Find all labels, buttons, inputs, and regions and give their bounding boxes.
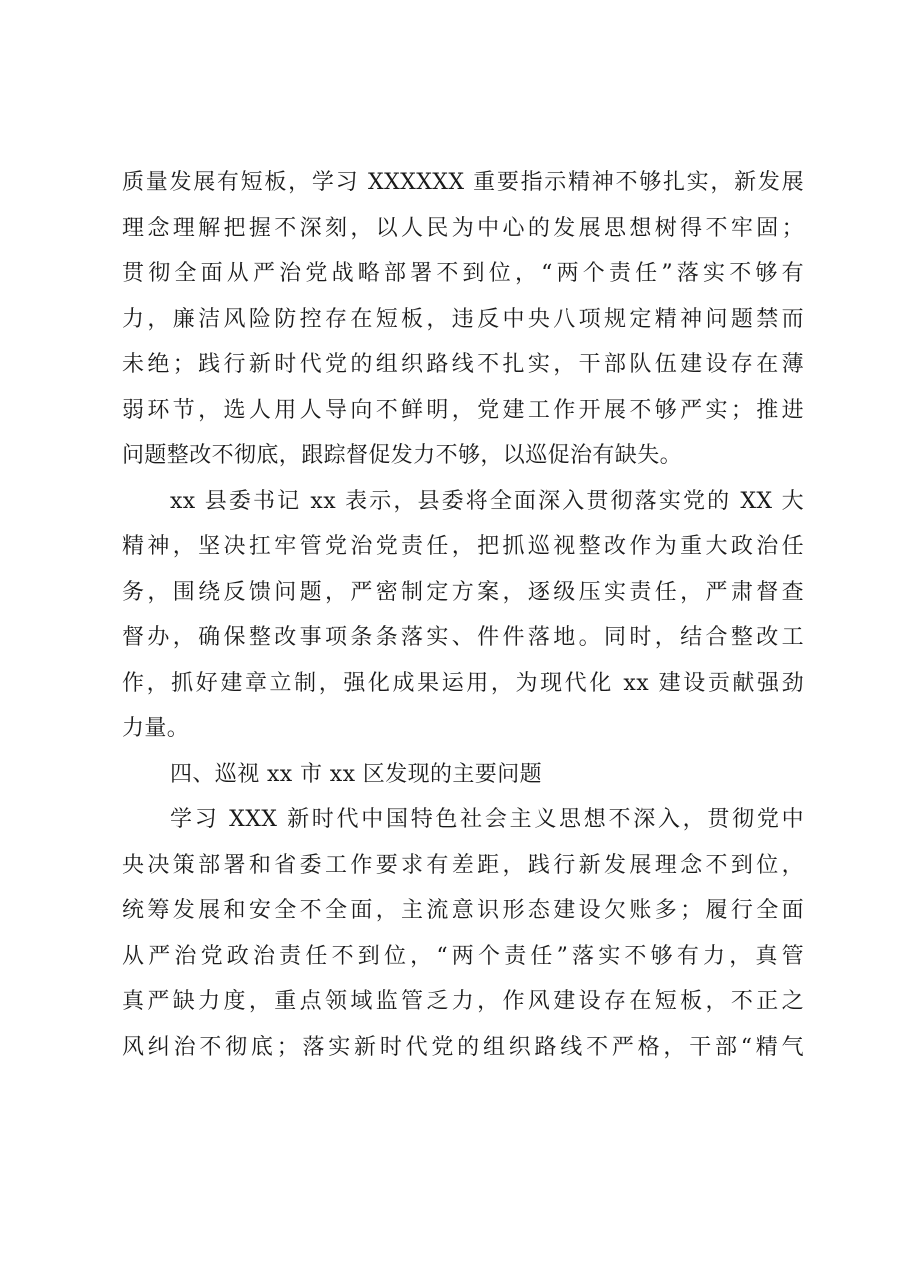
paragraph-1 <box>122 160 804 479</box>
paragraph-2 <box>122 479 804 752</box>
text-line: 质量发展有短板，学习 XXXXXX 重要指示精神不够扎实，新发展 <box>122 170 804 195</box>
section-heading <box>122 752 804 798</box>
text-line: 真严缺力度，重点领域监管乏力，作风建设存在短板，不正之 <box>122 989 804 1014</box>
text-line: xx 县委书记 xx 表示，县委将全面深入贯彻落实党的 XX 大 <box>170 488 804 514</box>
text-line: 贯彻全面从严治党战略部署不到位，“两个责任”落实不够有 <box>122 261 804 286</box>
text-line: 督办，确保整改事项条条落实、件件落地。同时，结合整改工 <box>122 625 804 650</box>
text-line: 未绝；践行新时代党的组织路线不扎实，干部队伍建设存在薄 <box>122 352 804 377</box>
text-line: 力，廉洁风险防控存在短板，违反中央八项规定精神问题禁而 <box>122 306 804 332</box>
text-line: 统筹发展和安全不全面，主流意识形态建设欠账多；履行全面 <box>122 898 804 923</box>
text-line: 作，抓好建章立制，强化成果运用，为现代化 xx 建设贡献强劲 <box>122 670 804 696</box>
text-line: 力量。 <box>122 716 190 741</box>
text-line: 从严治党政治责任不到位，“两个责任”落实不够有力，真管 <box>122 943 804 969</box>
text-line: 精神，坚决扛牢管党治党责任，把抓巡视整改作为重大政治任 <box>122 534 804 559</box>
paragraph-3 <box>122 797 804 1070</box>
text-line: 风纠治不彻底；落实新时代党的组织路线不严格，干部“精气 <box>122 1034 804 1060</box>
document-body <box>122 160 804 1070</box>
heading-line: 四、巡视 xx 市 xx 区发现的主要问题 <box>170 761 543 787</box>
text-line: 理念理解把握不深刻，以人民为中心的发展思想树得不牢固； <box>122 215 804 241</box>
text-line: 学习 XXX 新时代中国特色社会主义思想不深入，贯彻党中 <box>170 807 804 832</box>
text-line: 务，围绕反馈问题，严密制定方案，逐级压实责任，严肃督查 <box>122 579 804 605</box>
text-line: 央决策部署和省委工作要求有差距，践行新发展理念不到位， <box>122 852 804 878</box>
text-line: 问题整改不彻底，跟踪督促发力不够，以巡促治有缺失。 <box>122 443 683 468</box>
text-line: 弱环节，选人用人导向不鲜明，党建工作开展不够严实；推进 <box>122 397 804 423</box>
